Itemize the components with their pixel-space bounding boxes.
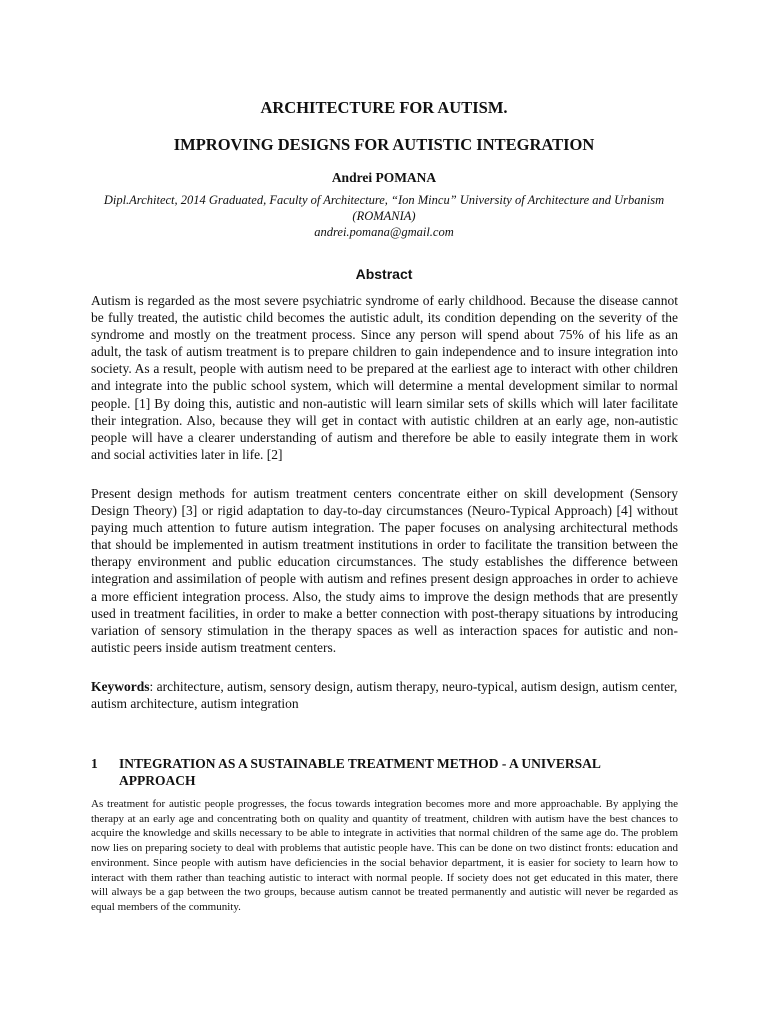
- abstract-paragraph-2: Present design methods for autism treatment centers concentrate either on skill development (Sensory Design Theory) [3] or rigid adaptation to day-to-day circumstances (Neuro-Typical Approach) [4] without paying much attention to future autism integration. The paper focuses on analysing architectural methods that should be implemented in autism treatment institutions in order to facilitate the transition between the therapy environment and public education circumstances. The study establishes the difference between integration and assimilation of people with autism and refines present design approaches in order to achieve a more efficient integration process. Also, the study aims to improve the design methods that are presently used in treatment facilities, in order to make a better connection with post-therapy situations by introducing variation of sensory stimulation in the therapy spaces as well as interaction spaces for autistic and non-autistic peers inside autism treatment centers.: [91, 486, 678, 655]
- keywords-line: [91, 678, 678, 712]
- abstract-heading: Abstract: [355, 266, 413, 282]
- abstract-paragraph-1: Autism is regarded as the most severe psychiatric syndrome of early childhood. Because the disease cannot be fully treated, the autistic child becomes the autistic adult, its condition depending on the severity of the syndrome and mostly on the treatment process. Since any person will spend about 75% of his life as an adult, the task of autism treatment is to prepare children to gain independence and to insure integration into society. As a result, people with autism need to be prepared at the earliest age to interact with other children and integrate into the public school system, which will determine a mental development similar to normal people. [1] By doing this, autistic and non-autistic will learn similar sets of skills which will later facilitate their integration. Also, because they will get in contact with autistic children at an early age, non-autistic people will have a clearer understanding of autism and therefore be able to easily integrate them in work and social activities later in life. [2]: [91, 293, 678, 462]
- keywords-text: : architecture, autism, sensory design, autism therapy, neuro-typical, autism design, autism center, autism architecture, autism integration: [91, 679, 678, 712]
- author-affiliation: Dipl.Architect, 2014 Graduated, Faculty of Architecture, “Ion Mincu” University of Architecture and Urbanism (ROMANIA): [103, 193, 665, 223]
- author-name: Andrei POMANA: [331, 170, 437, 185]
- section-1-body: As treatment for autistic people progresses, the focus towards integration becomes more and more approachable. By applying the therapy at an early age and concentrating both on quality and quantity of treatment, children with autism have the best chances to acquire the knowledge and skills necessary to be able to integrate in activities that normal children of the same age do. The problem now lies on preparing society to deal with problems that autistic people have. This can be done on two distinct fronts: education and environment. Since people with autism have deficiencies in the social behavior department, it is easier for society to learn how to interact with them rather than teaching autistic to interact with normal people. If society does not get educated in this mater, there will always be a gap between the two groups, because autism cannot be treated permanently and autistic will never be regarded as equal members of the community.: [91, 798, 678, 913]
- section-1-number: 1: [91, 756, 98, 771]
- paper-title-line-2: IMPROVING DESIGNS FOR AUTISTIC INTEGRATION: [173, 135, 595, 154]
- author-email: andrei.pomana@gmail.com: [314, 225, 454, 239]
- keywords-label: Keywords: [91, 679, 150, 694]
- section-1-title: INTEGRATION AS A SUSTAINABLE TREATMENT METHOD - A UNIVERSAL APPROACH: [119, 756, 601, 788]
- paper-title-line-1: ARCHITECTURE FOR AUTISM.: [260, 98, 508, 117]
